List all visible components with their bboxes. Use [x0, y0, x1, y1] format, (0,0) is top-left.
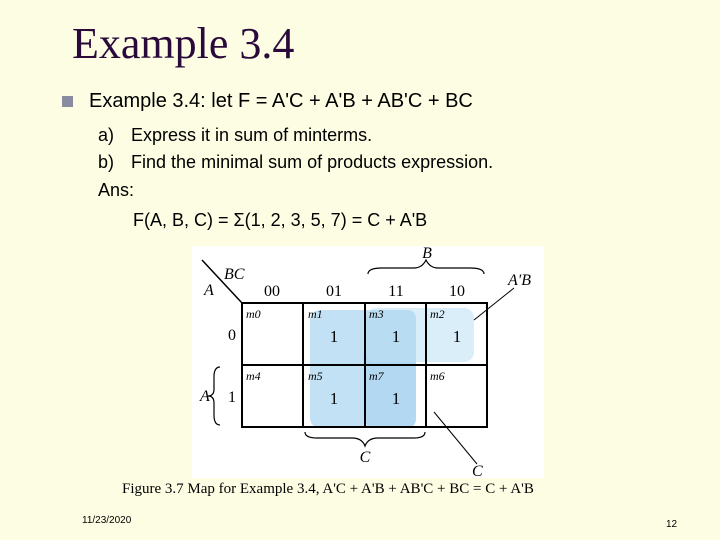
sub-item-text: Express it in sum of minterms.	[131, 125, 373, 145]
row-header: 1	[228, 389, 236, 406]
minterm-label: m2	[430, 307, 445, 321]
col-header: 01	[326, 283, 342, 300]
c-pointer-label: C	[472, 463, 483, 478]
ans-label: Ans:	[98, 180, 135, 200]
c-label: C	[359, 449, 371, 466]
cell-value: 1	[452, 327, 462, 346]
cell-value: 1	[329, 327, 339, 346]
footer-date: 11/23/2020	[82, 515, 132, 526]
minterm-label: m4	[246, 369, 261, 383]
col-header: 10	[449, 283, 465, 300]
minterm-label: m1	[308, 307, 323, 321]
minterm-label: m6	[430, 369, 445, 383]
bullet-item	[62, 90, 473, 113]
corner-top-label: BC	[224, 266, 245, 283]
corner-left-label: A	[204, 282, 214, 299]
b-brace	[368, 260, 484, 274]
cell-value: 1	[329, 389, 339, 408]
c-pointer	[434, 412, 477, 464]
kmap-svg	[192, 246, 544, 478]
sub-item-marker: b)	[98, 152, 115, 172]
row-header: 0	[228, 327, 236, 344]
square-bullet-icon	[62, 96, 73, 107]
minterm-label: m0	[246, 307, 261, 321]
page-number: 12	[666, 519, 678, 530]
sub-item-a	[98, 125, 372, 146]
sub-item-b	[98, 152, 493, 173]
sub-item-marker: a)	[98, 125, 115, 145]
minterm-label: m3	[369, 307, 384, 321]
cell-value: 1	[391, 389, 401, 408]
a-prime-b-label: A'B	[508, 272, 531, 289]
figure-caption: Figure 3.7 Map for Example 3.4, A'C + A'B + AB'C + BC = C + A'B	[122, 481, 534, 497]
answer-text: F(A, B, C) = Σ(1, 2, 3, 5, 7) = C + A'B	[133, 210, 428, 230]
a-label: A	[200, 388, 210, 405]
cell-value: 1	[391, 327, 401, 346]
b-label: B	[422, 246, 432, 262]
col-header: 11	[388, 283, 404, 300]
minterm-label: m5	[308, 369, 323, 383]
col-header: 00	[264, 283, 280, 300]
bullet-text: Example 3.4: let F = A'C + A'B + AB'C + BC	[89, 90, 473, 112]
minterm-label: m7	[369, 369, 384, 383]
kmap-figure	[192, 246, 544, 478]
a-brace	[208, 367, 220, 425]
c-brace	[305, 432, 425, 446]
sub-item-text: Find the minimal sum of products expression.	[131, 152, 494, 172]
slide-title: Example 3.4	[72, 19, 295, 68]
